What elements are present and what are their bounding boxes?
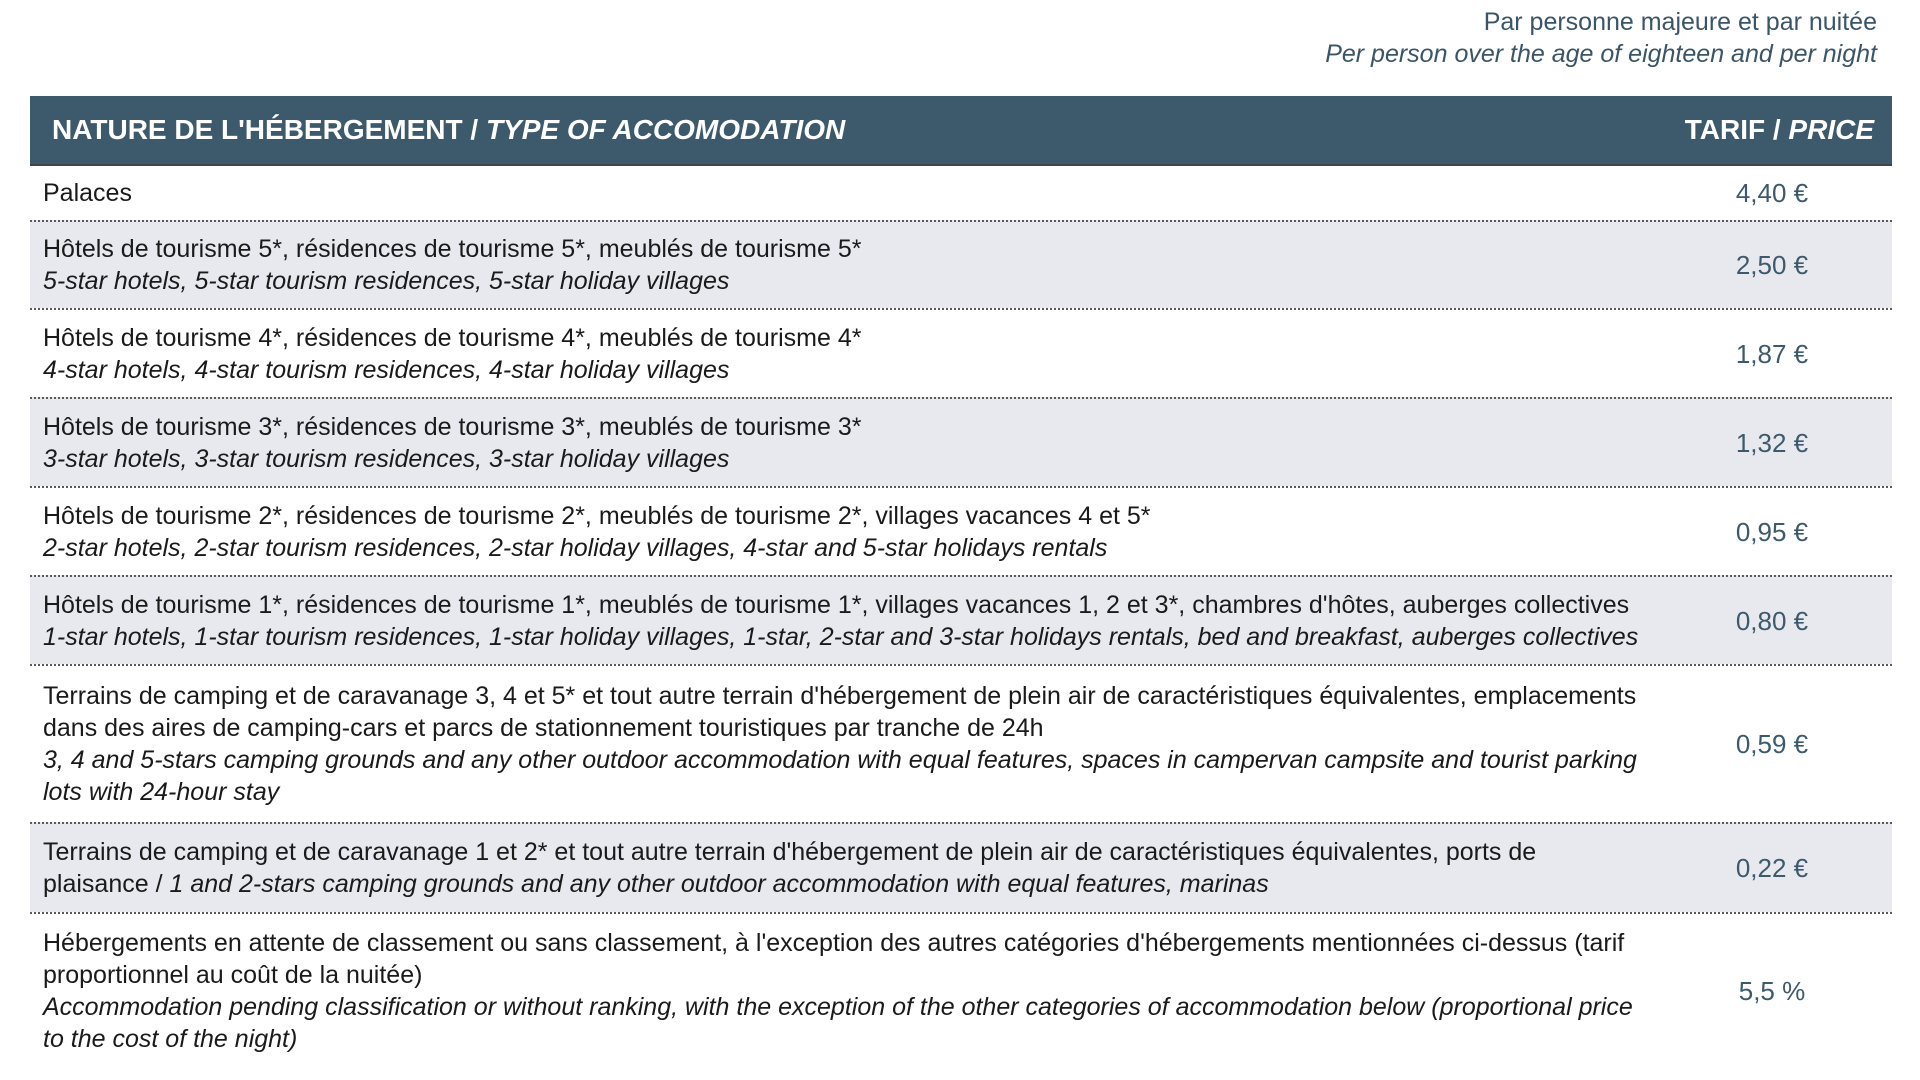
type-cell	[30, 927, 1652, 1055]
type-en: 1 and 2-stars camping grounds and any other outdoor accommodation with equal features, marinas	[169, 870, 1269, 898]
type-cell	[30, 836, 1652, 900]
price-cell: 0,80 €	[1735, 605, 1809, 636]
type-en: 2-star hotels, 2-star tourism residences, 2-star holiday villages, 4-star and 5-star holidays rentals	[43, 533, 1108, 562]
caption-en: Per person over the age of eighteen and per night	[1325, 40, 1877, 68]
type-fr: Hôtels de tourisme 3*, résidences de tourisme 3*, meublés de tourisme 3*	[43, 412, 862, 441]
type-fr: Hébergements en attente de classement ou sans classement, à l'exception des autres catégories d'hébergements mentionnées ci-dessus (tarif proportionnel au coût de la nuitée)	[43, 928, 1625, 989]
type-cell	[30, 680, 1652, 808]
table-header	[30, 96, 1892, 164]
header-type-fr: NATURE DE L'HÉBERGEMENT /	[52, 114, 486, 145]
table-row	[30, 220, 1892, 308]
type-cell	[30, 322, 1652, 386]
header-type	[52, 114, 845, 146]
type-cell	[30, 589, 1652, 653]
price-cell: 0,59 €	[1735, 729, 1809, 759]
price-cell: 0,22 €	[1735, 853, 1809, 883]
type-fr: Terrains de camping et de caravanage 1 et 2* et tout autre terrain d'hébergement de plein air de caractéristiques équivalentes, ports de plaisance /	[43, 838, 1537, 898]
table-row	[30, 912, 1892, 1067]
price-cell: 0,95 €	[1735, 516, 1809, 547]
table-row	[30, 164, 1892, 220]
header-price-fr: TARIF /	[1684, 114, 1789, 145]
table-row	[30, 397, 1892, 486]
price-cell: 1,32 €	[1735, 427, 1809, 458]
type-fr: Palaces	[43, 179, 132, 207]
type-fr: Hôtels de tourisme 1*, résidences de tourisme 1*, meublés de tourisme 1*, villages vacances 1, 2 et 3*, chambres d'hôtes, auberges collectives	[43, 590, 1630, 619]
type-en: 5-star hotels, 5-star tourism residences, 5-star holiday villages	[43, 267, 730, 295]
table-row	[30, 486, 1892, 575]
type-fr: Hôtels de tourisme 5*, résidences de tourisme 5*, meublés de tourisme 5*	[43, 235, 862, 263]
rate-caption	[1325, 6, 1877, 70]
type-en: 3, 4 and 5-stars camping grounds and any other outdoor accommodation with equal features, spaces in campervan campsite and tourist parking lots with 24-hour stay	[43, 746, 1637, 806]
type-en: 4-star hotels, 4-star tourism residences, 4-star holiday villages	[43, 355, 730, 384]
price-cell: 4,40 €	[1735, 178, 1809, 208]
header-type-en: TYPE OF ACCOMODATION	[485, 114, 846, 145]
type-cell	[30, 500, 1652, 564]
price-cell: 2,50 €	[1735, 250, 1809, 280]
header-price	[1685, 114, 1874, 146]
type-cell	[30, 177, 1652, 209]
type-fr: Hôtels de tourisme 2*, résidences de tourisme 2*, meublés de tourisme 2*, villages vacances 4 et 5*	[43, 501, 1151, 530]
type-cell	[30, 233, 1652, 297]
type-en: 3-star hotels, 3-star tourism residences, 3-star holiday villages	[43, 444, 730, 473]
table-row	[30, 822, 1892, 912]
price-cell: 1,87 €	[1735, 338, 1809, 369]
table-row	[30, 575, 1892, 664]
table-row	[30, 308, 1892, 397]
header-price-en: PRICE	[1788, 114, 1874, 145]
type-en: Accommodation pending classification or without ranking, with the exception of the other categories of accommodation below (proportional price to the cost of the night)	[43, 992, 1633, 1053]
type-cell	[30, 411, 1652, 475]
tourist-tax-table	[30, 96, 1892, 1067]
price-cell: 5,5 %	[1738, 975, 1806, 1006]
type-fr: Terrains de camping et de caravanage 3, 4 et 5* et tout autre terrain d'hébergement de plein air de caractéristiques équivalentes, emplacements dans des aires de camping-cars et parcs de stationnement touristiques par tranche de 24h	[43, 682, 1637, 742]
caption-fr: Par personne majeure et par nuitée	[1483, 8, 1877, 36]
type-en: 1-star hotels, 1-star tourism residences, 1-star holiday villages, 1-star, 2-star and 3-star holidays rentals, bed and breakfast, auberges collectives	[43, 622, 1639, 651]
table-row	[30, 664, 1892, 822]
type-fr: Hôtels de tourisme 4*, résidences de tourisme 4*, meublés de tourisme 4*	[43, 323, 862, 352]
